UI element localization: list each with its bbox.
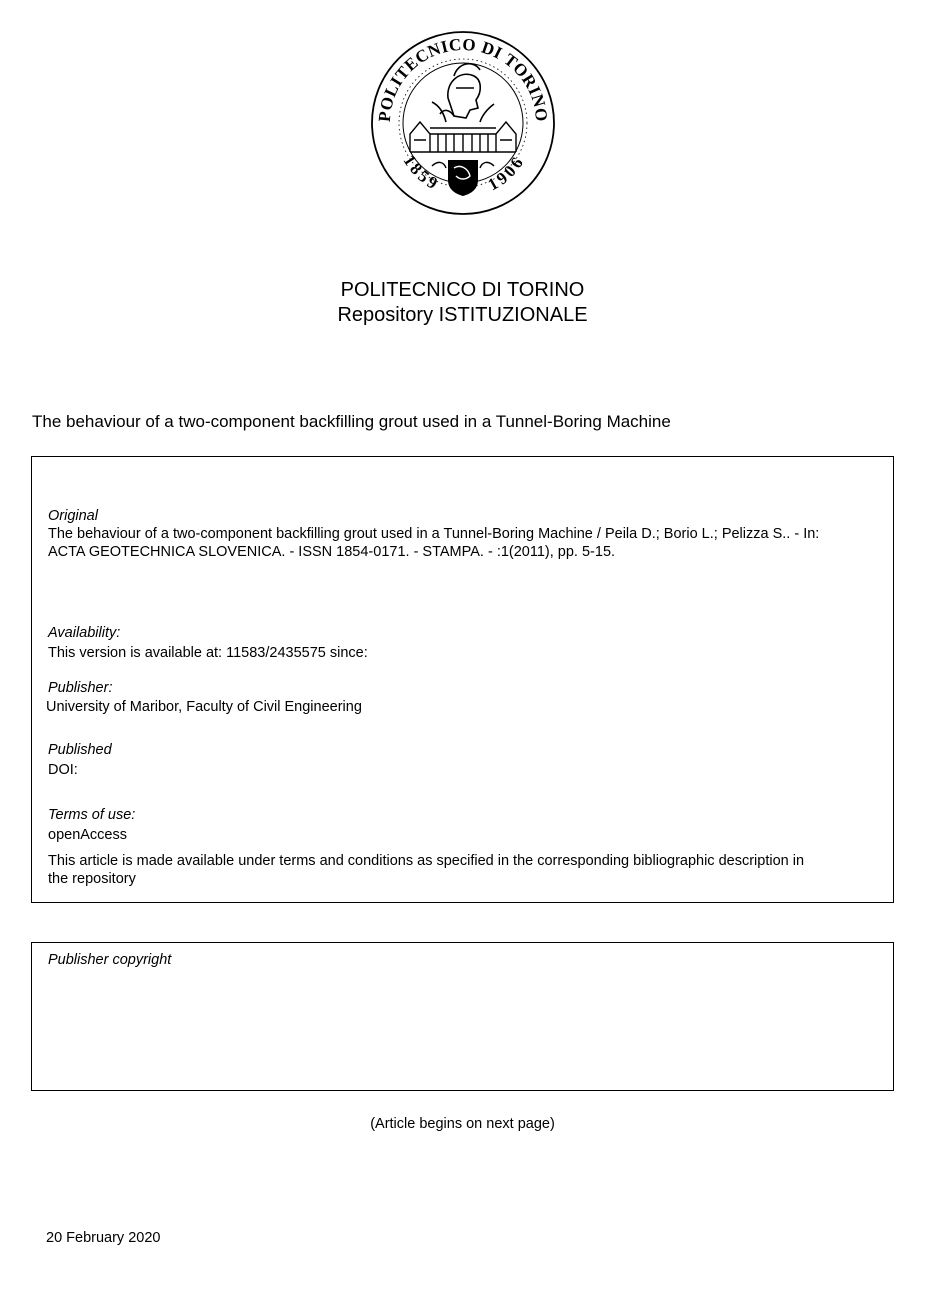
record-info-box — [31, 456, 894, 903]
doi-text: DOI: — [48, 762, 78, 778]
castle-building-icon — [410, 122, 516, 152]
terms-label: Terms of use: — [48, 807, 136, 823]
publisher-copyright-box — [31, 942, 894, 1091]
svg-text:1859 — [399, 152, 443, 195]
terms-text-line-1: This article is made available under terms and conditions as specified in the corresponding bibliographic description in — [48, 853, 805, 869]
seal-year-right: 1906 — [484, 151, 529, 195]
terms-text-line-2: the repository — [48, 871, 136, 887]
svg-text:POLITECNICO DI TORINO — [375, 35, 551, 123]
publisher-copyright-label: Publisher copyright — [48, 952, 172, 968]
published-label: Published — [48, 742, 112, 758]
article-begins-note: (Article begins on next page) — [370, 1116, 555, 1132]
institution-name: POLITECNICO DI TORINO — [340, 279, 585, 301]
seal-ring-text: POLITECNICO DI TORINO — [374, 34, 552, 123]
politecnico-seal-logo — [370, 30, 556, 216]
svg-text:1906 — [485, 152, 529, 195]
availability-label: Availability: — [48, 625, 121, 641]
repository-name: Repository ISTITUZIONALE — [337, 304, 588, 326]
minerva-head-icon — [432, 64, 494, 122]
original-label: Original — [48, 508, 98, 524]
terms-value: openAccess — [48, 827, 127, 843]
publisher-label: Publisher: — [48, 680, 113, 696]
seal-year-left: 1859 — [399, 151, 444, 195]
document-title: The behaviour of a two-component backfilling grout used in a Tunnel-Boring Machine — [32, 412, 671, 431]
download-date: 20 February 2020 — [46, 1230, 161, 1246]
availability-text: This version is available at: 11583/2435575 since: — [48, 645, 368, 661]
citation-line-1: The behaviour of a two-component backfilling grout used in a Tunnel-Boring Machine / Peila D.; Borio L.; Pelizza S.. - In: — [48, 526, 820, 542]
publisher-text: University of Maribor, Faculty of Civil Engineering — [46, 699, 362, 715]
citation-line-2: ACTA GEOTECHNICA SLOVENICA. - ISSN 1854-0171. - STAMPA. - :1(2011), pp. 5-15. — [48, 544, 616, 560]
